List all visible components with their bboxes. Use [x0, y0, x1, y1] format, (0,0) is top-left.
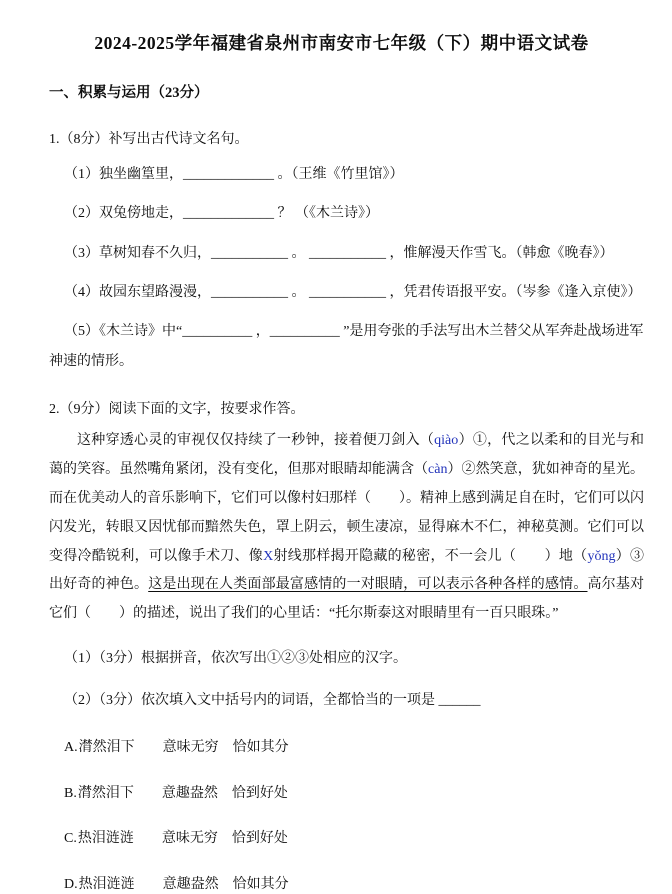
- option-word: 潸然泪下: [77, 785, 134, 801]
- reading-passage: [49, 427, 658, 629]
- option-word: 意味无穷: [161, 831, 218, 847]
- page-title: 2024-2025学年福建省泉州市南安市七年级（下）期中语文试卷: [94, 33, 589, 53]
- option-word: 潸然泪下: [78, 739, 135, 755]
- option-word: 意趣盎然: [161, 785, 218, 801]
- passage-text: 高尔基对它们（ ）的描述，说出了我们的心里话：“托尔斯泰这对眼睛里有一百只眼珠。”: [49, 577, 645, 622]
- option-label: C.: [64, 831, 77, 847]
- sub-question-1: （1）（3分）根据拼音，依次写出①②③处相应的汉字。: [64, 651, 407, 667]
- passage-text: ）③出好奇的神色。: [49, 548, 645, 593]
- sub-question-2: （2）（3分）依次填入文中括号内的词语，全都恰当的一项是 ______: [64, 692, 481, 708]
- option-row-d: [49, 875, 658, 894]
- pinyin-annotation: X: [263, 548, 274, 564]
- option-label: D.: [64, 876, 78, 892]
- fill-blank-item-5: （5）《木兰诗》中“__________ ，__________ ”是用夸张的手法写出木兰替父从军奔赴战场进军神速的情形。: [49, 323, 644, 369]
- passage-text: 射线那样揭开隐藏的秘密，不一会儿（ ）地（: [273, 548, 588, 564]
- option-row-b: [49, 784, 658, 804]
- passage-text: 这种穿透心灵的审视仅仅持续了一秒钟，接着便刀剑入（: [77, 433, 435, 449]
- pinyin-annotation: qiào: [434, 433, 459, 449]
- passage-text: ）①，代之以柔和的目光与和蔼的笑容。虽然嘴角紧闭，没有变化，但那对眼睛却能满含（: [49, 433, 645, 478]
- option-word: 意味无穷: [162, 739, 219, 755]
- question-1-stem: 1.（8分）补写出古代诗文名句。: [49, 132, 249, 147]
- section-heading: 一、积累与运用（23分）: [49, 85, 209, 101]
- fill-blank-item-3: （3）草树知春不久归，___________ 。 ___________ ，惟解漫天作雪飞。（韩愈《晚春》）: [64, 245, 614, 261]
- option-label: A.: [64, 739, 78, 755]
- option-row-a: [49, 738, 658, 758]
- option-word: 恰到好处: [231, 831, 288, 847]
- option-word: 热泪涟涟: [77, 831, 134, 847]
- fill-blank-item-4: （4）故园东望路漫漫，___________ 。 ___________ ，凭君传语报平安。（岑参《逢入京使》）: [64, 284, 642, 300]
- option-word: 意趣盎然: [162, 876, 219, 892]
- fill-blank-item-2: （2）双兔傍地走，_____________ ？ （《木兰诗》）: [64, 206, 379, 222]
- passage-text: ）②然笑意，犹如神奇的星光。而在优美动人的音乐影响下，它们可以像村妇那样（ ）。精神上感到满足自在时，它们可以闪闪发光，转眼又因忧郁而黯然失色，罩上阴云，顿生凄凉，显得麻木不仁，神秘莫测。它们可以变得冷酷锐利，可以像手术刀、像: [49, 462, 645, 564]
- option-word: 恰到好处: [231, 785, 288, 801]
- fill-blank-item-1: （1）独坐幽篁里，_____________ 。（王维《竹里馆》）: [64, 167, 404, 183]
- option-row-c: [49, 829, 658, 849]
- question-2-stem: 2.（9分）阅读下面的文字，按要求作答。: [49, 401, 305, 417]
- option-word: 恰如其分: [232, 876, 289, 892]
- pinyin-annotation: yǒng: [587, 548, 616, 564]
- option-label: B.: [64, 785, 77, 801]
- underlined-sentence: 这是出现在人类面部最富感情的一对眼睛，可以表示各种各样的感情。: [148, 577, 588, 593]
- option-word: 恰如其分: [232, 739, 289, 755]
- pinyin-annotation: càn: [428, 462, 448, 478]
- option-word: 热泪涟涟: [78, 876, 135, 892]
